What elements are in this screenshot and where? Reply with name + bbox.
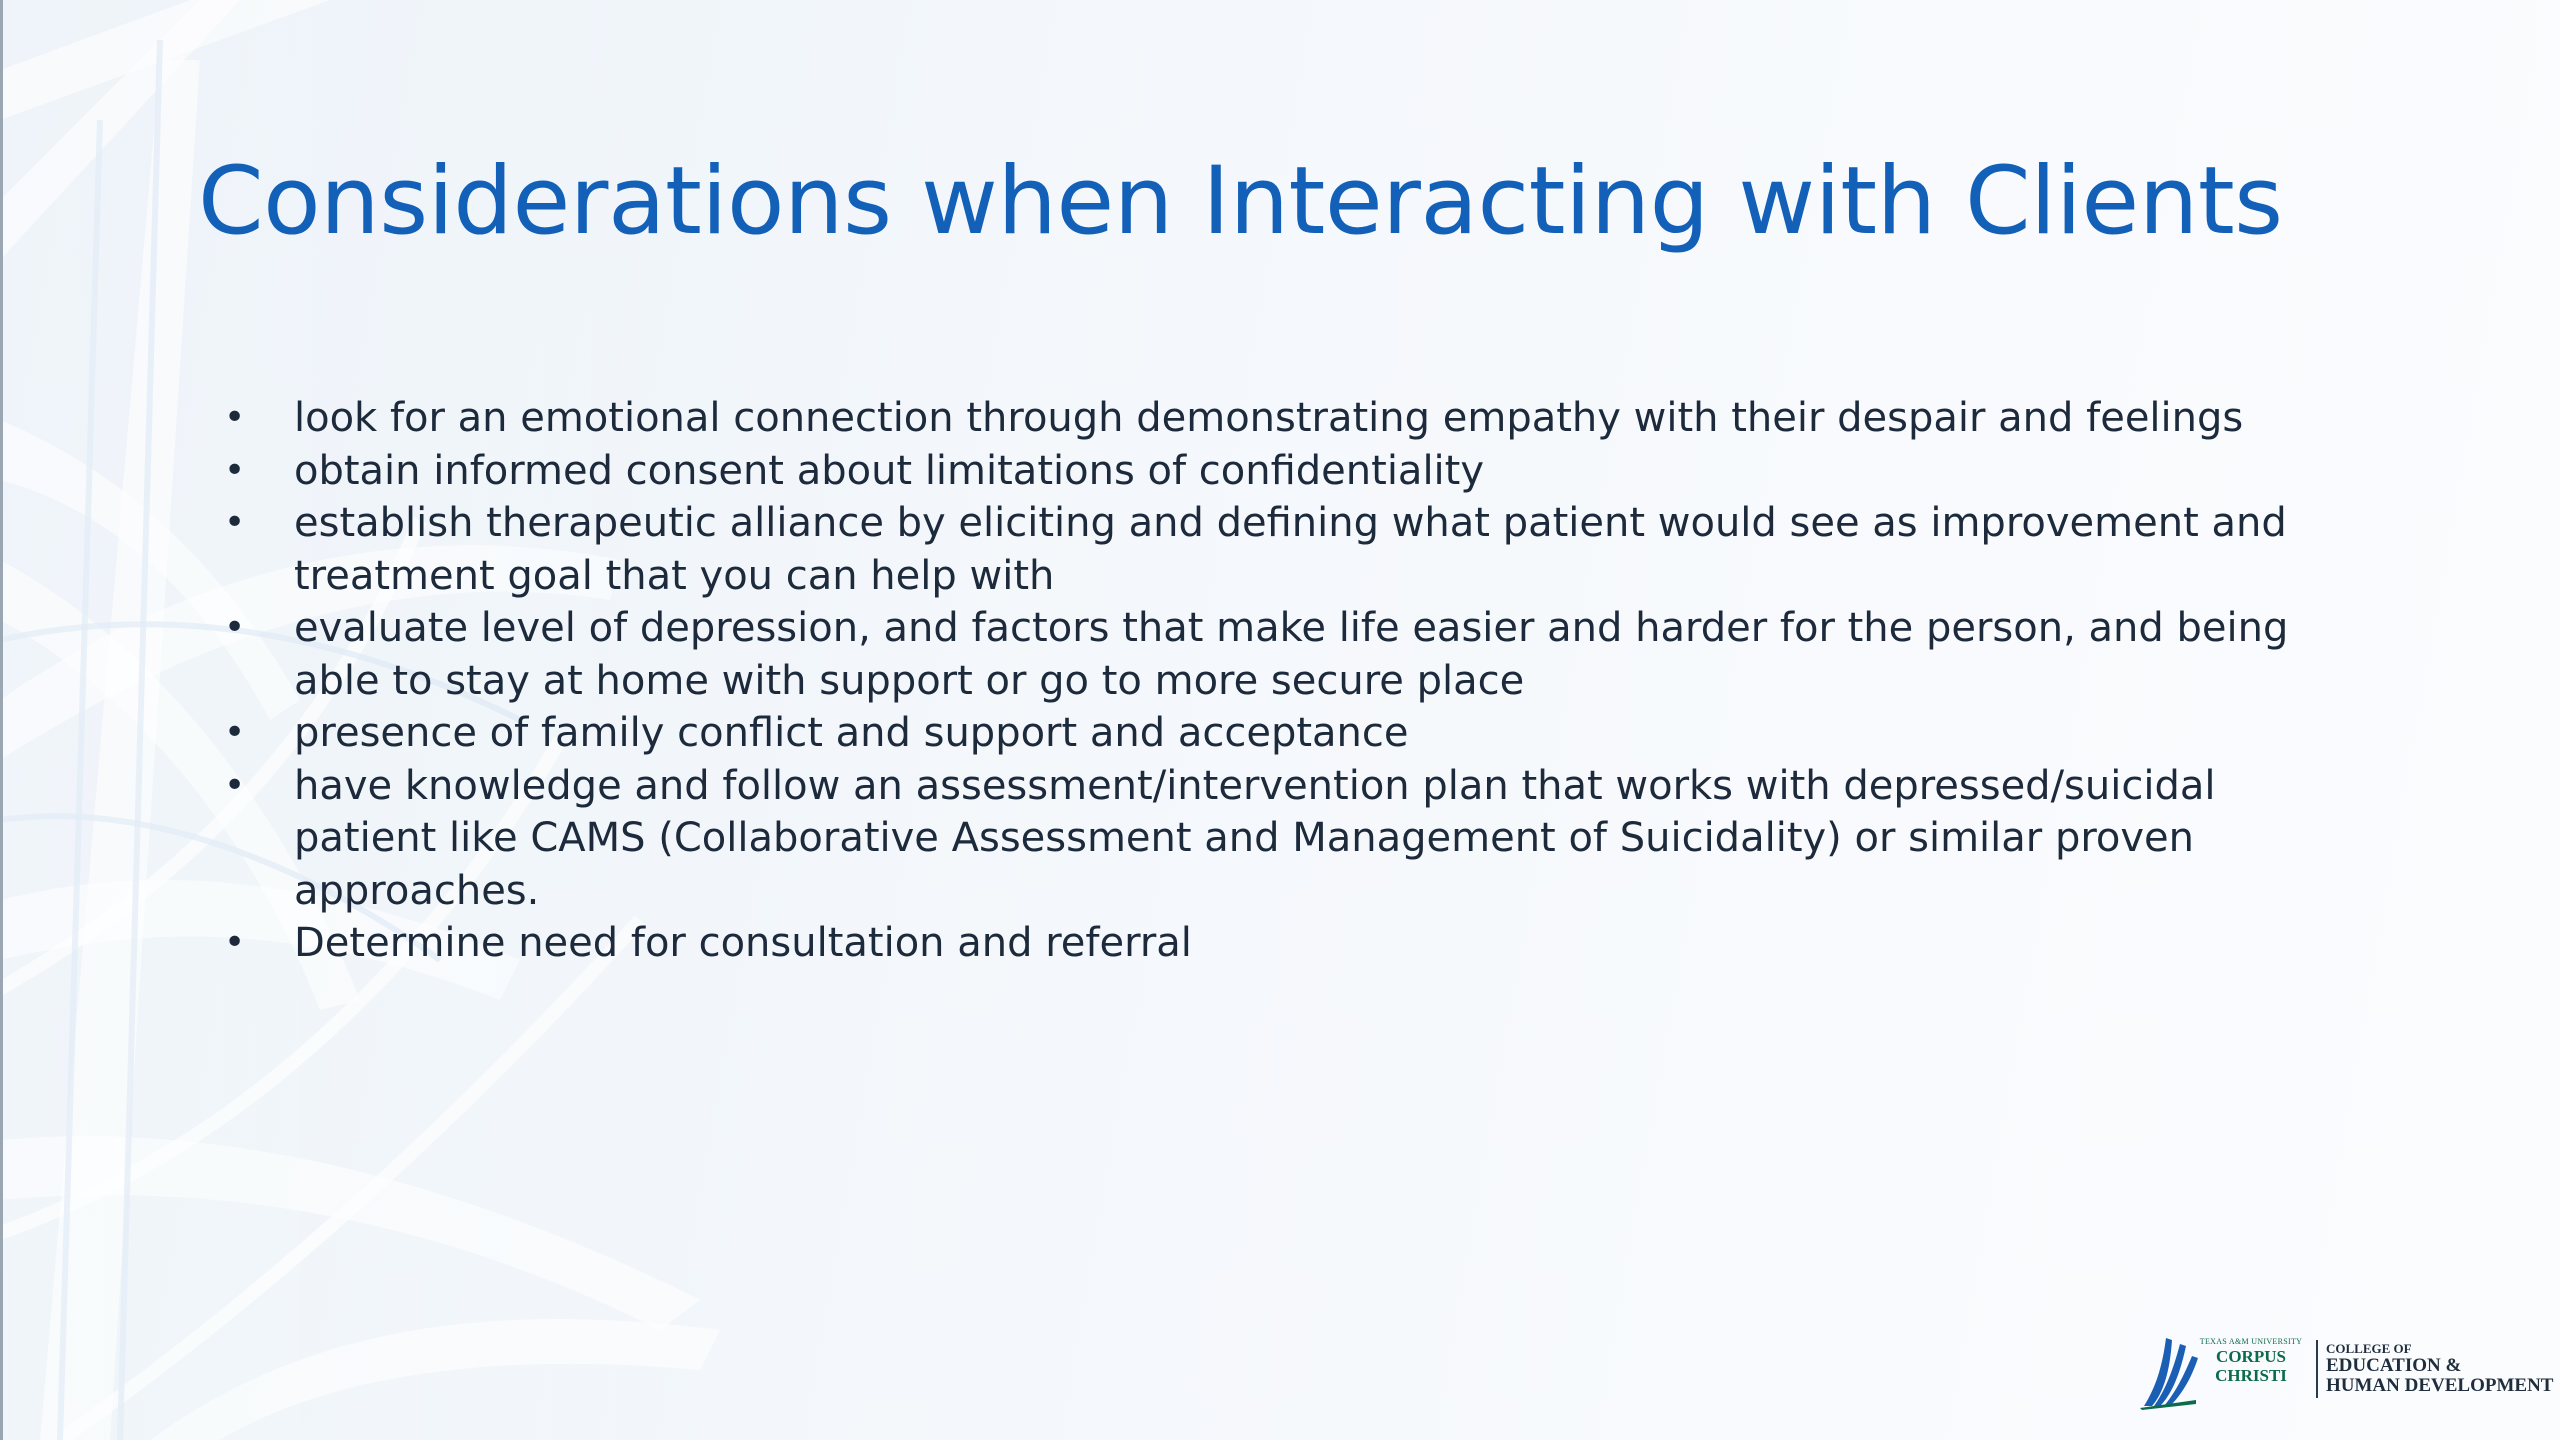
college-line-1: COLLEGE OF bbox=[2326, 1341, 2412, 1356]
slide-left-border bbox=[0, 0, 3, 1440]
bullet-item bbox=[216, 445, 2366, 498]
bullet-text: have knowledge and follow an assessment/intervention plan that works with depressed/suicidal patient like CAMS (Collaborative Assessment and Management of Suicidality) or similar proven approaches. bbox=[294, 762, 2216, 914]
logo-divider bbox=[2316, 1340, 2318, 1398]
university-line-1: CORPUS bbox=[2216, 1347, 2286, 1366]
bullet-marker: • bbox=[224, 607, 246, 648]
bullet-marker: • bbox=[224, 397, 246, 438]
university-line-2: CHRISTI bbox=[2215, 1366, 2287, 1385]
university-wordmark bbox=[2196, 1338, 2306, 1384]
bullet-text: obtain informed consent about limitations of confidentiality bbox=[294, 447, 1485, 494]
bullet-item bbox=[216, 707, 2366, 760]
bullet-text: Determine need for consultation and referral bbox=[294, 920, 1192, 966]
bullet-text: presence of family conflict and support and acceptance bbox=[294, 710, 1409, 756]
seagull-wing-icon bbox=[2140, 1330, 2200, 1410]
college-wordmark bbox=[2326, 1342, 2553, 1396]
bullet-item bbox=[216, 917, 2366, 970]
college-line-2: EDUCATION & bbox=[2326, 1354, 2462, 1376]
slide-title: Considerations when Interacting with Clients bbox=[198, 147, 2283, 256]
bullet-marker: • bbox=[224, 502, 246, 543]
bullet-marker: • bbox=[224, 764, 246, 806]
bullet-item bbox=[216, 497, 2366, 602]
bullet-list bbox=[216, 392, 2366, 970]
university-small-text: TEXAS A&M UNIVERSITY bbox=[2199, 1337, 2303, 1346]
bullet-text: evaluate level of depression, and factors that make life easier and harder for the person, and being able to stay at home with support or go to more secure place bbox=[294, 605, 2289, 704]
college-line-3: HUMAN DEVELOPMENT bbox=[2326, 1374, 2554, 1396]
bullet-marker: • bbox=[224, 712, 246, 753]
college-logo bbox=[2140, 1330, 2554, 1410]
bullet-item bbox=[216, 392, 2366, 445]
bullet-marker: • bbox=[224, 922, 246, 963]
bullet-text: look for an emotional connection through demonstrating empathy with their despair and feelings bbox=[294, 395, 2244, 441]
bullet-item bbox=[216, 602, 2366, 707]
bullet-item bbox=[216, 760, 2366, 918]
bullet-marker: • bbox=[224, 449, 246, 491]
bullet-text: establish therapeutic alliance by eliciting and defining what patient would see as improvement and treatment goal that you can help with bbox=[294, 500, 2287, 599]
